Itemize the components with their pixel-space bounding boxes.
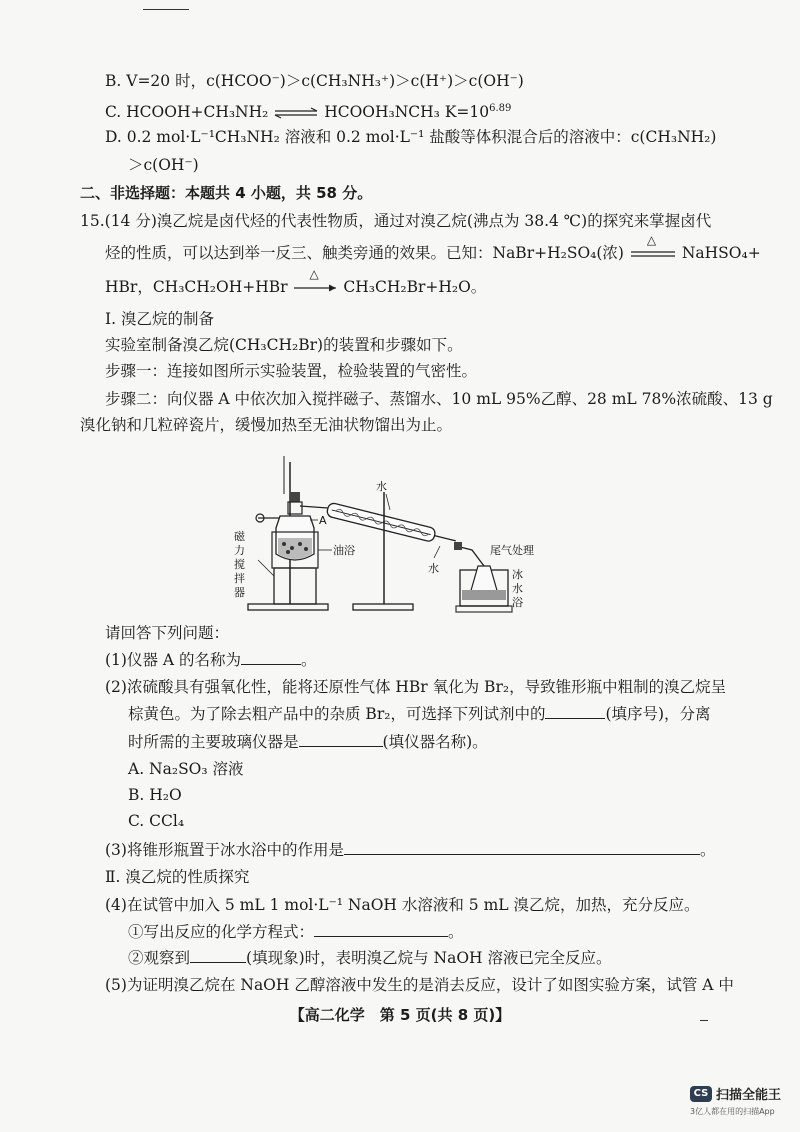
q4-sub1-text: ①写出反应的化学方程式： xyxy=(128,923,315,941)
section-heading: 二、非选择题：本题共 4 小题，共 58 分。 xyxy=(80,184,373,202)
q4-sub1 xyxy=(128,920,464,943)
camscanner-logo-icon: CS xyxy=(690,1086,712,1102)
q2-line2-b: (填序号)，分离 xyxy=(605,705,711,723)
q4-phenomenon-blank[interactable] xyxy=(190,946,246,963)
heating-arrow-icon-2 xyxy=(292,267,338,299)
ice-bath-label-1: 水 xyxy=(512,582,523,595)
stirrer-label-3: 拌 xyxy=(234,572,245,585)
q2-line2 xyxy=(128,702,711,725)
option-c-left: C. HCOOH+CH₃NH₂ xyxy=(105,103,269,122)
oil-bath-label: 油浴 xyxy=(333,544,355,557)
step2-line2: 溴化钠和几粒碎瓷片，缓慢加热至无油状物馏出为止。 xyxy=(80,416,453,434)
q3-end: 。 xyxy=(699,841,716,859)
part1-text: 实验室制备溴乙烷(CH₃CH₂Br)的装置和步骤如下。 xyxy=(105,336,463,354)
option-c xyxy=(105,98,511,124)
heating-arrow-icon xyxy=(629,233,677,265)
stirrer-label-2: 搅 xyxy=(234,558,245,571)
option-d-line1: D. 0.2 mol·L⁻¹CH₃NH₂ 溶液和 0.2 mol·L⁻¹ 盐酸等体积混合后的溶液中：c(CH₃NH₂) xyxy=(105,128,717,146)
q2-instrument-blank[interactable] xyxy=(299,730,383,747)
equilibrium-arrow-icon xyxy=(273,102,319,124)
magnetic-stirrer xyxy=(274,568,316,604)
q2-line2-a: 棕黄色。为了除去粗产品中的杂质 Br₂，可选择下列试剂中的 xyxy=(128,705,546,723)
q3 xyxy=(105,838,715,861)
right-stand-base xyxy=(353,604,413,610)
option-d-line2: ＞c(OH⁻) xyxy=(128,156,199,174)
q15-intro-line2 xyxy=(105,233,761,265)
part1-title: Ⅰ. 溴乙烷的制备 xyxy=(105,310,214,328)
delta-symbol: △ xyxy=(646,233,657,247)
q2-line3-b: (填仪器名称)。 xyxy=(382,733,488,751)
stirrer-label-0: 磁 xyxy=(234,530,245,543)
q1 xyxy=(105,648,317,671)
water-out-label: 水 xyxy=(428,562,439,575)
condenser xyxy=(326,502,457,548)
option-c-exponent: 6.89 xyxy=(489,103,512,114)
q4-sub2-a: ②观察到 xyxy=(128,949,191,967)
step2-line1: 步骤二：向仪器 A 中依次加入搅拌磁子、蒸馏水、10 mL 95%乙醇、28 mL 78%浓硫酸、13 g xyxy=(105,390,773,408)
delta-symbol-2: △ xyxy=(309,267,319,281)
q2-reagent-blank[interactable] xyxy=(545,702,605,719)
q4-sub2 xyxy=(128,946,612,969)
q15-intro-line3 xyxy=(105,267,487,299)
camscanner-name: 扫描全能王 xyxy=(716,1088,782,1103)
stirrer-label-4: 器 xyxy=(234,586,245,599)
option-c-right: HCOOH₃NCH₃ K=10 xyxy=(324,103,490,122)
q15-intro-line2-a: 烃的性质，可以达到举一反三、触类旁通的效果。已知：NaBr+H₂SO₄(浓) xyxy=(105,244,624,262)
option-c-ccl4: C. CCl₄ xyxy=(128,812,185,830)
label-a: A xyxy=(319,514,327,527)
page-footer: 【高二化学 第 5 页(共 8 页)】 xyxy=(289,1006,511,1024)
q15-intro-line3-b: CH₃CH₂Br+H₂O。 xyxy=(343,278,487,296)
q5: (5)为证明溴乙烷在 NaOH 乙醇溶液中发生的是消去反应，设计了如图实验方案，试管 A 中 xyxy=(105,976,734,994)
option-b: B. V=20 时，c(HCOO⁻)＞c(CH₃NH₃⁺)＞c(H⁺)＞c(OH⁻) xyxy=(105,72,524,90)
ice-bath-label-0: 冰 xyxy=(512,568,523,581)
q3-answer-blank[interactable] xyxy=(344,838,700,855)
distillation-apparatus-diagram xyxy=(228,454,534,616)
ask-text: 请回答下列问题： xyxy=(105,624,230,642)
q1-end: 。 xyxy=(301,651,317,669)
q3-text: (3)将锥形瓶置于冰水浴中的作用是 xyxy=(105,841,344,859)
stirrer-label-1: 力 xyxy=(234,544,245,557)
q4-sub1-end: 。 xyxy=(448,923,464,941)
q15-intro-line2-b: NaHSO₄+ xyxy=(681,244,761,262)
q4-sub2-b: (填现象)时，表明溴乙烷与 NaOH 溶液已完全反应。 xyxy=(246,949,612,967)
option-b-h2o: B. H₂O xyxy=(128,786,182,804)
camscanner-tagline: 3亿人都在用的扫描App xyxy=(690,1107,775,1116)
q1-text: (1)仪器 A 的名称为 xyxy=(105,651,242,669)
q1-answer-blank[interactable] xyxy=(241,648,301,665)
q2-line3 xyxy=(128,730,488,753)
q2-line3-a: 时所需的主要玻璃仪器是 xyxy=(128,733,299,751)
ice-bath-label-2: 浴 xyxy=(512,596,523,609)
left-stand-base xyxy=(248,604,328,610)
q15-intro-line3-a: HBr，CH₃CH₂OH+HBr xyxy=(105,278,288,296)
footer-dash xyxy=(700,1020,708,1021)
stopper xyxy=(290,492,300,502)
water-in-label: 水 xyxy=(376,480,387,493)
step1: 步骤一：连接如图所示实验装置，检验装置的气密性。 xyxy=(105,362,478,380)
header-dash xyxy=(143,9,189,10)
q15-intro-line1: 15.(14 分)溴乙烷是卤代烃的代表性物质，通过对溴乙烷(沸点为 38.4 ℃)的探究来掌握卤代 xyxy=(80,212,712,230)
q4-equation-blank[interactable] xyxy=(314,920,448,937)
part2-title: Ⅱ. 溴乙烷的性质探究 xyxy=(105,868,250,886)
q4: (4)在试管中加入 5 mL 1 mol·L⁻¹ NaOH 水溶液和 5 mL 溴乙烷，加热，充分反应。 xyxy=(105,896,700,914)
option-a-na2so3: A. Na₂SO₃ 溶液 xyxy=(128,760,244,778)
q2-line1: (2)浓硫酸具有强氧化性，能将还原性气体 HBr 氧化为 Br₂，导致锥形瓶中粗制的溴乙烷呈 xyxy=(105,678,727,696)
tail-gas-label: 尾气处理 xyxy=(490,544,534,557)
